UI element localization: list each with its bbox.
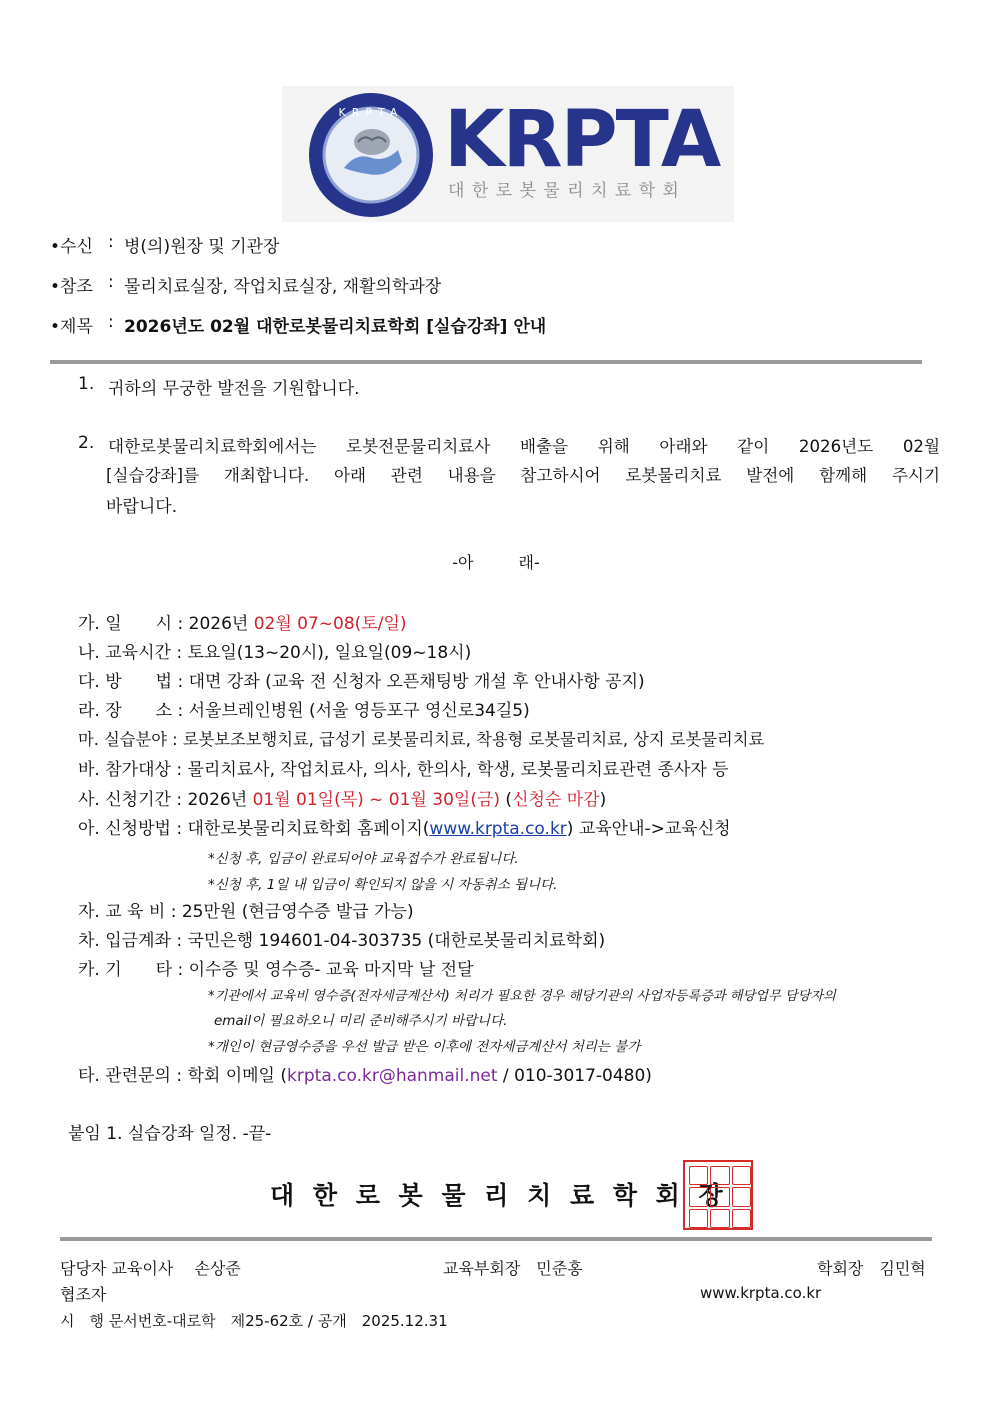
header-divider	[50, 360, 922, 364]
logo-circle-text: KRPTA	[338, 106, 404, 119]
detail-ba	[78, 755, 729, 780]
logo-subtitle: 대 한 로 봇 물 리 치 료 학 회	[448, 181, 680, 201]
detail-value: 서울브레인병원 (서울 영등포구 영신로34길5)	[188, 701, 530, 721]
detail-value: (	[500, 790, 513, 810]
detail-value: 대면 강좌 (교육 전 신청자 오픈채팅방 개설 후 안내사항 공지)	[188, 672, 645, 692]
detail-ma	[78, 726, 764, 750]
footer-staff: 담당자 교육이사 손상준	[60, 1259, 241, 1278]
detail-a	[78, 814, 731, 839]
detail-value: 25만원 (현금영수증 발급 가능)	[181, 902, 414, 922]
recipient-label: •수신	[50, 237, 93, 257]
signature-title: 대 한 로 봇 물 리 치 료 학 회 장	[270, 1181, 727, 1210]
detail-highlight: 01월 01일(목) ~ 01월 30일(금)	[252, 790, 501, 810]
logo-emblem-icon	[306, 90, 436, 220]
detail-highlight: 02월 07~08(토/일)	[253, 614, 407, 634]
detail-highlight: 신청순 마감	[512, 790, 600, 810]
subject-label: •제목	[50, 317, 93, 337]
footer-doc-info: 시 행 문서번호-대로학 제25-62호 / 공개 2025.12.31	[60, 1312, 448, 1330]
footer-divider	[60, 1237, 932, 1241]
below-heading: -아 래-	[452, 553, 540, 572]
detail-ra	[78, 696, 530, 721]
misc-note-1: *기관에서 교육비 영수증(전자세금계산서) 처리가 필요한 경우 해당기관의 사업자등록증과 해당업무 담당자의	[208, 989, 836, 1004]
detail-value: 학회 이메일 (	[187, 1066, 288, 1086]
logo-wordmark: KRPTA	[444, 95, 720, 185]
footer-vice-president: 교육부회장 민준홍	[443, 1259, 583, 1278]
detail-ja	[78, 897, 414, 922]
detail-ka	[78, 955, 474, 980]
detail-label: 타. 관련문의 :	[78, 1066, 183, 1086]
homepage-link[interactable]: www.krpta.co.kr	[429, 819, 567, 839]
detail-label: 차. 입금계좌 :	[78, 931, 183, 951]
footer-president: 학회장 김민혁	[817, 1259, 926, 1278]
detail-label: 자. 교 육 비 :	[78, 902, 177, 922]
detail-value: 2026년	[188, 614, 254, 634]
ref-value: 물리치료실장, 작업치료실장, 재활의학과장	[124, 277, 442, 297]
misc-note-3: *개인이 현금영수증을 우선 발급 받은 이후에 전자세금계산서 처리는 불가	[208, 1039, 641, 1055]
contact-email[interactable]: krpta.co.kr@hanmail.net	[287, 1066, 498, 1086]
detail-value: 토요일(13~20시), 일요일(09~18시)	[187, 643, 472, 663]
footer-cooperator: 협조자	[60, 1285, 107, 1304]
detail-sa	[78, 785, 606, 810]
detail-ta	[78, 1061, 652, 1086]
apply-note-1: *신청 후, 입금이 완료되어야 교육접수가 완료됩니다.	[208, 851, 519, 867]
detail-label: 아. 신청방법 :	[78, 819, 183, 839]
p2-line3: 바랍니다.	[106, 497, 178, 517]
detail-value: )	[599, 790, 607, 810]
detail-na	[78, 638, 471, 663]
detail-value: 대한로봇물리치료학회 홈페이지(	[187, 819, 430, 839]
detail-da	[78, 667, 645, 692]
colon: :	[108, 272, 114, 292]
recipient-row	[50, 232, 93, 257]
logo	[282, 86, 734, 222]
detail-value: 물리치료사, 작업치료사, 의사, 한의사, 학생, 로봇물리치료관련 종사자 등	[187, 760, 729, 780]
detail-value: ) 교육안내->교육신청	[566, 819, 731, 839]
detail-label: 카. 기 타 :	[78, 960, 184, 980]
misc-note-2: email이 필요하오니 미리 준비해주시기 바랍니다.	[214, 1013, 508, 1029]
detail-label: 가. 일 시 :	[78, 614, 184, 634]
detail-label: 마. 실습분야 :	[78, 730, 178, 749]
apply-note-2: *신청 후, 1일 내 입금이 확인되지 않을 시 자동취소 됩니다.	[208, 877, 558, 893]
colon: :	[108, 312, 114, 332]
detail-value: 로봇보조보행치료, 급성기 로봇물리치료, 착용형 로봇물리치료, 상지 로봇물리치료	[182, 730, 765, 749]
detail-value: 국민은행 194601-04-303735 (대한로봇물리치료학회)	[187, 931, 606, 951]
p2-line2: [실습강좌]를 개최합니다. 아래 관련 내용을 참고하시어 로봇물리치료 발전에 함께해 주시기	[106, 466, 940, 485]
detail-label: 사. 신청기간 :	[78, 790, 183, 810]
attachment-line: 붙임 1. 실습강좌 일정. -끝-	[68, 1124, 272, 1144]
colon: :	[108, 232, 114, 252]
detail-value: 이수증 및 영수증- 교육 마지막 날 전달	[188, 960, 474, 980]
detail-label: 라. 장 소 :	[78, 701, 184, 721]
detail-ga	[78, 609, 407, 634]
subject-value: 2026년도 02월 대한로봇물리치료학회 [실습강좌] 안내	[124, 317, 547, 337]
detail-label: 바. 참가대상 :	[78, 760, 183, 780]
p1-text: 귀하의 무궁한 발전을 기원합니다.	[108, 379, 360, 399]
detail-cha	[78, 926, 605, 951]
detail-value: / 010-3017-0480)	[497, 1066, 652, 1086]
p1-number: 1.	[78, 374, 95, 394]
footer-website[interactable]: www.krpta.co.kr	[700, 1284, 822, 1302]
detail-label: 다. 방 법 :	[78, 672, 184, 692]
official-seal-icon	[683, 1160, 753, 1230]
detail-label: 나. 교육시간 :	[78, 643, 183, 663]
p2-number: 2.	[78, 433, 95, 453]
recipient-value: 병(의)원장 및 기관장	[124, 237, 280, 257]
p2-line1: 대한로봇물리치료학회에서는 로봇전문물리치료사 배출을 위해 아래와 같이 2026년도 02월	[108, 437, 940, 456]
ref-label: •참조	[50, 277, 93, 297]
detail-value: 2026년	[187, 790, 253, 810]
